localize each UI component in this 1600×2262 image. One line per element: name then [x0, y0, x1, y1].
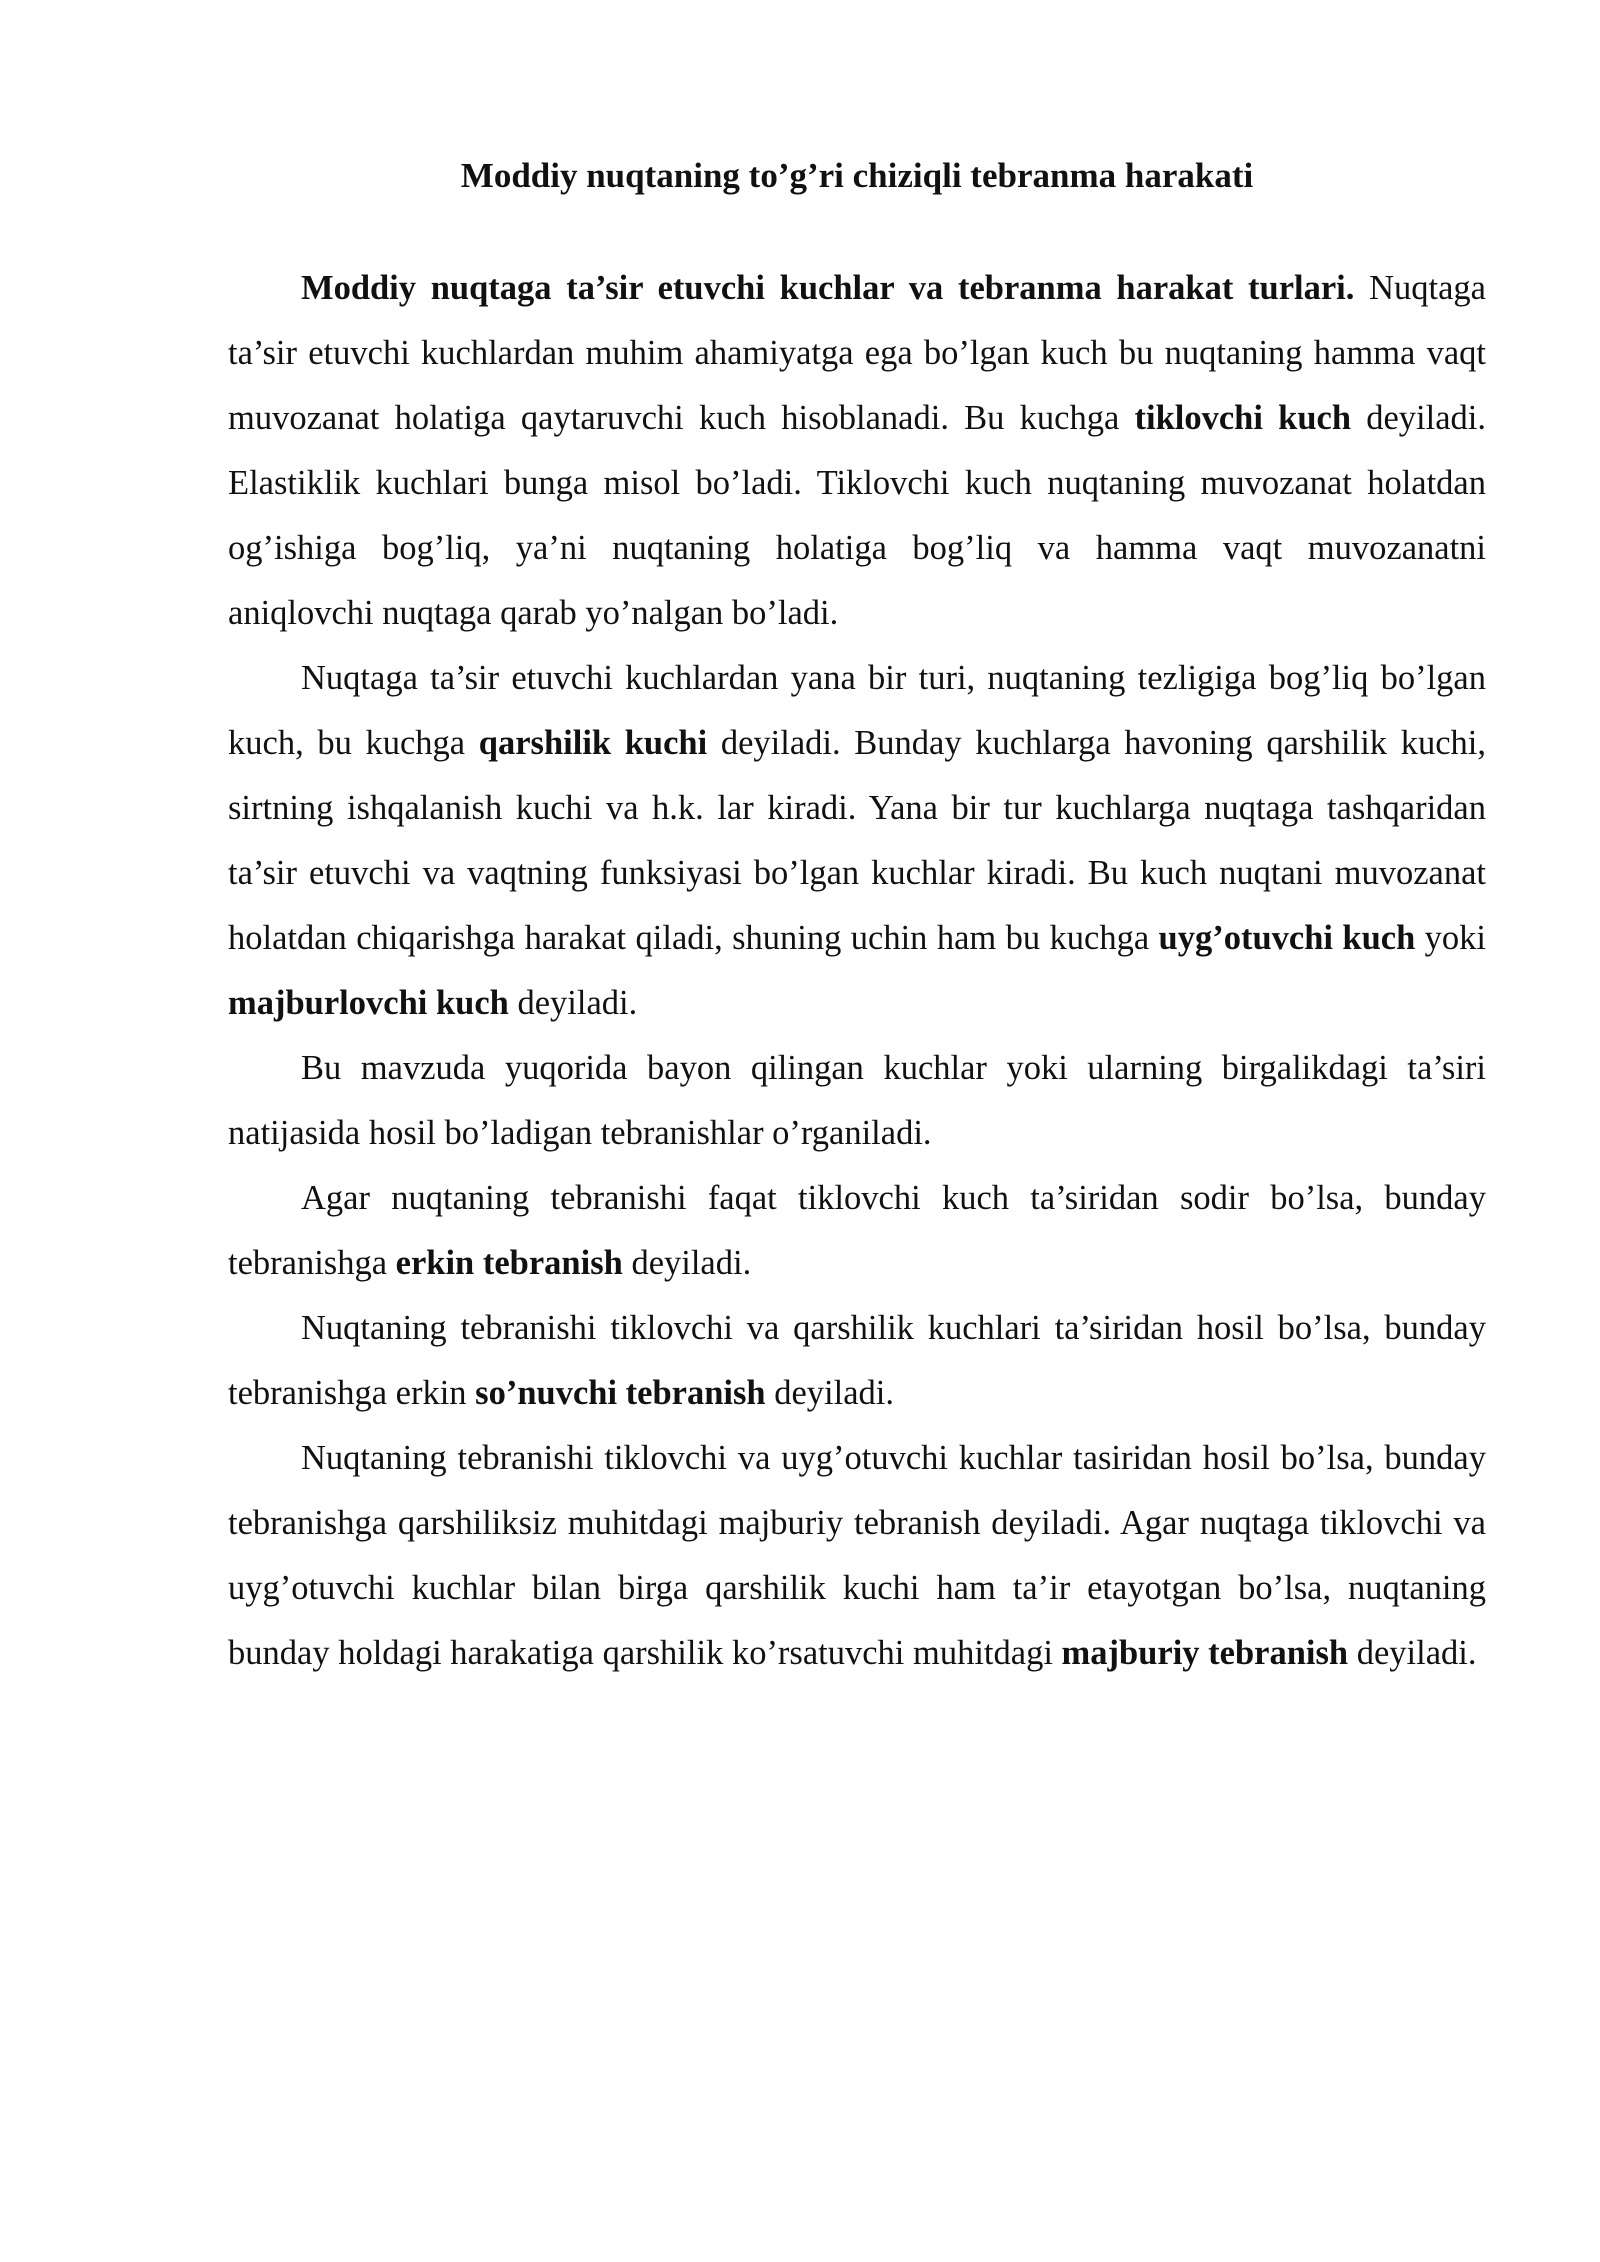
bold-term: majburiy tebranish: [1061, 1634, 1349, 1672]
document-body: [228, 256, 1486, 1686]
text-run: deyiladi.: [508, 984, 638, 1022]
paragraph: [228, 646, 1486, 1036]
bold-term: uyg’otuvchi kuch: [1158, 919, 1416, 957]
paragraph: [228, 1166, 1486, 1296]
text-run: deyiladi.: [1348, 1634, 1477, 1672]
paragraph: [228, 256, 1486, 646]
bold-term: tiklovchi kuch: [1134, 399, 1352, 437]
text-run: Nuqtaning tebranishi tiklovchi va qarshilik kuchlari ta’siridan hosil bo’lsa, bunday tebranishga erkin: [228, 1309, 1486, 1412]
text-run: Bu mavzuda yuqorida bayon qilingan kuchlar yoki ularning birgalikdagi ta’siri natijasida hosil bo’ladigan tebranishlar o’rganiladi.: [228, 1049, 1486, 1152]
text-run: Nuqtaga ta’sir etuvchi kuchlardan yana bir turi, nuqtaning tezligiga bog’liq bo’lgan kuch, bu kuchga: [228, 659, 1486, 762]
bold-term: so’nuvchi tebranish: [475, 1374, 766, 1412]
paragraph: [228, 1426, 1486, 1686]
paragraph: [228, 1036, 1486, 1166]
paragraph: [228, 1296, 1486, 1426]
text-run: deyiladi. Elastiklik kuchlari bunga misol bo’ladi. Tiklovchi kuch nuqtaning muvozanat holatdan og’ishiga bog’liq, ya’ni nuqtaning holatiga bog’liq va hamma vaqt muvozanatni aniqlovchi nuqtaga qarab yo’nalgan bo’ladi.: [228, 399, 1487, 632]
text-run: deyiladi.: [622, 1244, 752, 1282]
text-run: yoki: [1415, 919, 1486, 957]
bold-term: majburlovchi kuch: [228, 984, 509, 1022]
text-run: Nuqtaga ta’sir etuvchi kuchlardan muhim ahamiyatga ega bo’lgan kuch bu nuqtaning hamma vaqt muvozanat holatiga qaytaruvchi kuch hisoblanadi. Bu kuchga: [228, 269, 1486, 437]
text-run: deyiladi. Bunday kuchlarga havoning qarshilik kuchi, sirtning ishqalanish kuchi va h.k. lar kiradi. Yana bir tur kuchlarga nuqtaga tashqaridan ta’sir etuvchi va vaqtning funksiyasi bo’lgan kuchlar kiradi. Bu kuch nuqtani muvozanat holatdan chiqarishga harakat qiladi, shuning uchin ham bu kuchga: [228, 724, 1486, 957]
bold-term: erkin tebranish: [395, 1244, 623, 1282]
bold-term: Moddiy nuqtaga ta’sir etuvchi kuchlar va tebranma harakat turlari.: [301, 269, 1355, 307]
document-title: Moddiy nuqtaning to’g’ri chiziqli tebranma harakati: [460, 156, 1254, 195]
text-run: Agar nuqtaning tebranishi faqat tiklovchi kuch ta’siridan sodir bo’lsa, bunday tebranishga: [228, 1179, 1486, 1282]
text-run: Nuqtaning tebranishi tiklovchi va uyg’otuvchi kuchlar tasiridan hosil bo’lsa, bunday tebranishga qarshiliksiz muhitdagi majburiy tebranish deyiladi. Agar nuqtaga tiklovchi va uyg’otuvchi kuchlar bilan birga qarshilik kuchi ham ta’ir etayotgan bo’lsa, nuqtaning bunday holdagi harakatiga qarshilik ko’rsatuvchi muhitdagi: [228, 1439, 1486, 1672]
document-page: [228, 0, 1486, 1686]
bold-term: qarshilik kuchi: [478, 724, 708, 762]
text-run: deyiladi.: [765, 1374, 894, 1412]
